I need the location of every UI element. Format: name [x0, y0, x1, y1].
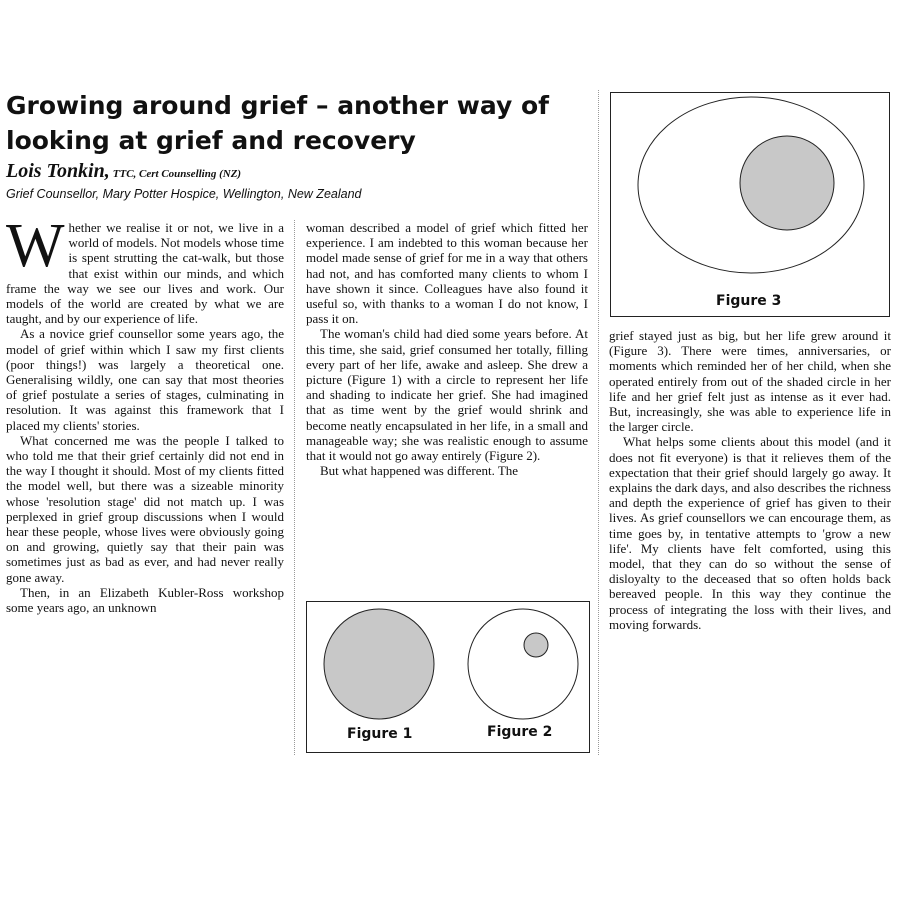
drop-cap: W — [6, 212, 65, 280]
author-credentials: TTC, Cert Counselling (NZ) — [112, 168, 242, 180]
figure2-grief-circle — [524, 633, 548, 657]
paragraph: What helps some clients about this model (and it does not fit everyone) is that it relieves them of the expectation that their grief should largely go away. It explains the dark days, and also describes the richness and depth the experience of grief has given to their lives. As grief counsellors we can encourage them, as time goes by, in tentative attempts to 'grow a new life'. My clients have felt comforted, using this model, that they can do so without the sense of disloyalty to the deceased that so often holds back bereaved people. In this way they continue the process of integrating the loss with their lives, and moving forwards. — [609, 434, 891, 632]
figure1-caption: Figure 1 — [347, 726, 413, 742]
article-title — [6, 88, 586, 158]
author-line — [6, 160, 586, 185]
figure3-caption: Figure 3 — [716, 293, 782, 309]
text-column-2 — [306, 220, 588, 478]
figure3-box — [610, 92, 890, 317]
paragraph: The woman's child had died some years before. At this time, she said, grief consumed her totally, filling every part of her life, awake and asleep. She drew a picture (Figure 1) with a circle to represent her life and shading to indicate her grief. She had imagined that as time went by the grief would shrink and become neatly encapsulated in her life, in a small and manageable way; she was realistic enough to assume that it would not go away entirely (Figure 2). — [306, 326, 588, 464]
title-line-2: looking at grief and recovery — [6, 126, 416, 155]
figures-1-2-box — [306, 601, 590, 753]
column-divider-2 — [598, 90, 599, 755]
figure1-life-circle — [324, 609, 434, 719]
column-divider-1 — [294, 220, 295, 755]
paragraph: grief stayed just as big, but her life grew around it (Figure 3). There were times, anniversaries, or moments which reminded her of her child, when she operated entirely from out of the shaded circle in her life and her grief felt just as intense as it ever had. But, increasingly, she was able to experience life in the larger circle. — [609, 328, 891, 435]
author-affiliation: Grief Counsellor, Mary Potter Hospice, Wellington, New Zealand — [6, 187, 362, 201]
paragraph: What concerned me was the people I talked to who told me that their grief certainly did not end in the way I thought it should. Most of my clients fitted the model well, but there was a sizeable minority whose 'resolution stage' did not match up. I was perplexed in grief group discussions when I would hear these people, whose lives were obviously going on and growing, quietly say that their pain was sometimes just as bad as ever, and had never really gone away. — [6, 432, 284, 585]
paragraph: Then, in an Elizabeth Kubler-Ross workshop some years ago, an unknown — [6, 584, 284, 616]
paragraph: woman described a model of grief which fitted her experience. I am indebted to this woman because her model made sense of grief for me in a way that others had not, and has comforted many clients to whom I have shown it since. Colleagues have also found it useful so, with thanks to a woman I do not know, I pass it on. — [306, 220, 588, 327]
text-column-3 — [609, 328, 891, 632]
figure2-life-circle — [468, 609, 578, 719]
paragraph: But what happened was different. The — [320, 463, 519, 479]
figure3-drawing — [611, 93, 889, 316]
paragraph-text: hether we realise it or not, we live in a world of models. Not models whose time is spent strutting the cat-walk, but those that exist within our minds, and which frame the way we see our lives and work. Our models of the world are created by what we are taught, and by our experience of life. — [6, 220, 284, 327]
text-column-1 — [6, 212, 284, 616]
figure3-grief-circle — [740, 136, 834, 230]
paragraph: As a novice grief counsellor some years ago, the model of grief within which I saw my first clients (poor things!) was largely a theoretical one. Generalising wildly, one can say that most theories of grief postulate a series of stages, culminating in resolution. It was against this framework that I placed my clients' stories. — [6, 326, 284, 433]
title-line-1: Growing around grief – another way of — [6, 91, 550, 120]
figure2-caption: Figure 2 — [487, 724, 553, 740]
paragraph — [6, 212, 284, 327]
author-name: Lois Tonkin, — [6, 160, 110, 182]
